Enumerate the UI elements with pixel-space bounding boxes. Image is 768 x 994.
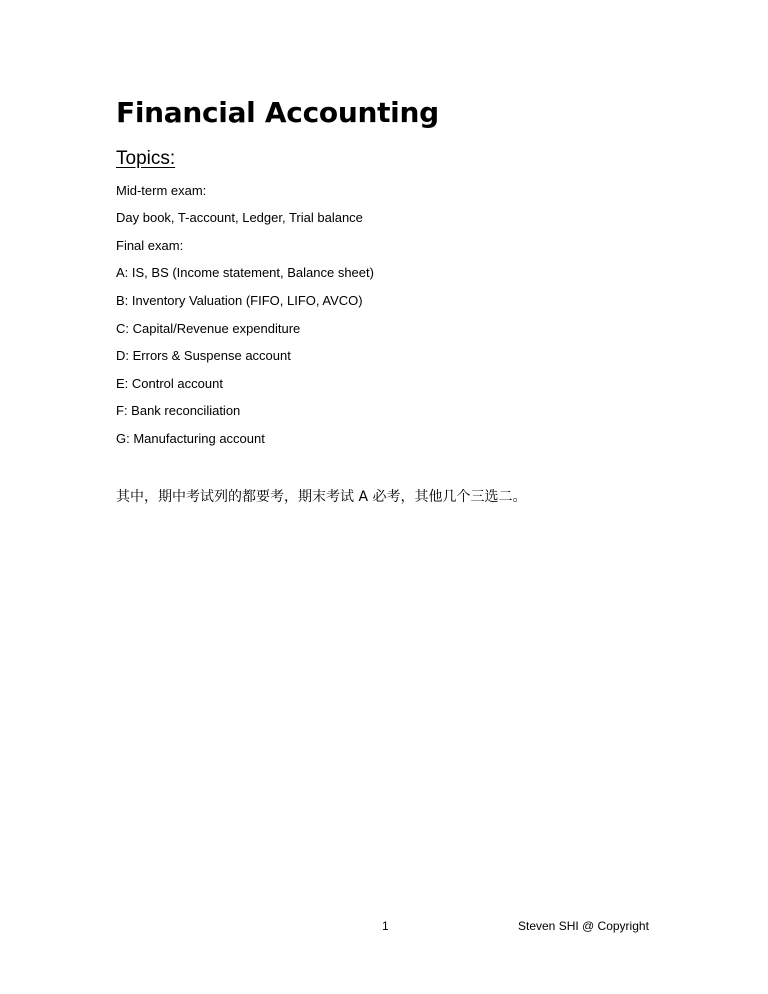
topic-g: G: Manufacturing account (116, 431, 265, 446)
page-number: 1 (382, 919, 389, 933)
document-title: Financial Accounting (116, 96, 439, 129)
topic-f: F: Bank reconciliation (116, 403, 241, 418)
topic-b: B: Inventory Valuation (FIFO, LIFO, AVCO) (116, 293, 363, 308)
midterm-topics: Day book, T-account, Ledger, Trial balance (116, 210, 363, 225)
final-label: Final exam: (116, 238, 184, 253)
midterm-label: Mid-term exam: (116, 183, 207, 198)
topics-heading: Topics: (116, 148, 176, 169)
exam-note: 其中，期中考试列的都要考，期末考试 A 必考，其他几个三选二。 (116, 489, 527, 505)
topic-a: A: IS, BS (Income statement, Balance sheet) (116, 265, 374, 280)
topic-c: C: Capital/Revenue expenditure (116, 321, 301, 336)
copyright-text: Steven SHI @ Copyright (518, 919, 649, 933)
topic-d: D: Errors & Suspense account (116, 348, 291, 363)
topic-e: E: Control account (116, 376, 223, 391)
